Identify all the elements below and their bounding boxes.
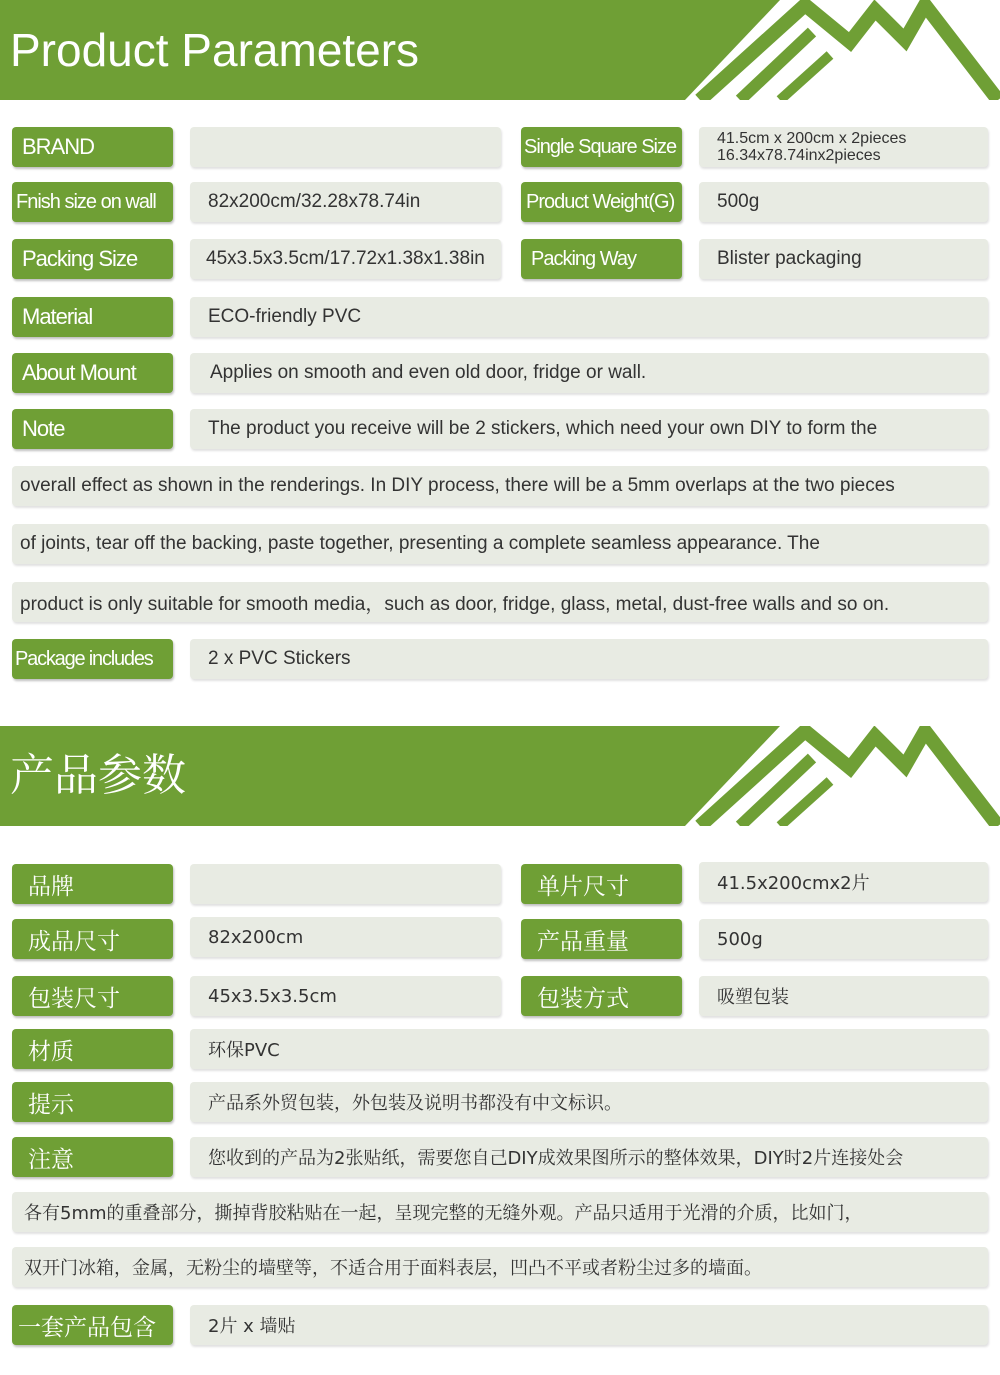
- packing-way-label-cn: 包装方式: [521, 976, 682, 1016]
- packing-way-label: Packing Way: [521, 239, 682, 279]
- package-value-cn: 2片 x 墙贴: [190, 1305, 988, 1345]
- single-size-label-cn: 单片尺寸: [521, 864, 682, 904]
- single-size-value-cm: 41.5cm x 200cm x 2pieces: [717, 130, 907, 147]
- finish-size-value-cn: 82x200cm: [190, 917, 501, 957]
- single-size-value-in: 16.34x78.74inx2pieces: [717, 147, 881, 164]
- packing-way-value: Blister packaging: [699, 239, 988, 279]
- finish-size-value: 82x200cm/32.28x78.74in: [190, 182, 501, 222]
- note-line-4: product is only suitable for smooth media，such as door, fridge, glass, metal, dust-free walls and so on.: [12, 582, 988, 622]
- header-banner-cn: [0, 726, 1000, 826]
- brand-value-cn: [190, 864, 501, 904]
- package-label-cn: 一套产品包含: [12, 1305, 173, 1345]
- single-size-value-cn: 41.5x200cmx2片: [699, 862, 988, 902]
- package-value: 2 x PVC Stickers: [190, 639, 988, 679]
- brand-label: BRAND: [12, 127, 173, 167]
- packing-size-label-cn: 包装尺寸: [12, 976, 173, 1016]
- mount-label: About Mount: [12, 353, 173, 393]
- weight-label: Product Weight(G): [521, 182, 682, 222]
- material-value-cn: 环保PVC: [190, 1029, 988, 1069]
- single-size-label: Single Square Size: [521, 127, 682, 167]
- note-line-3-cn: 双开门冰箱，金属，无粉尘的墙壁等，不适合用于面料表层，凹凸不平或者粉尘过多的墙面。: [12, 1247, 988, 1287]
- packing-way-value-cn: 吸塑包装: [699, 976, 988, 1016]
- note-line-1-cn: 您收到的产品为2张贴纸，需要您自己DIY成效果图所示的整体效果，DIY时2片连接处会: [190, 1137, 988, 1177]
- single-size-value: [699, 127, 988, 167]
- weight-label-cn: 产品重量: [521, 919, 682, 959]
- note-label-cn: 注意: [12, 1137, 173, 1177]
- note-label: Note: [12, 409, 173, 449]
- weight-value: 500g: [699, 182, 988, 222]
- header-banner-en: [0, 0, 1000, 100]
- note-line-3: of joints, tear off the backing, paste together, presenting a complete seamless appearance. The: [12, 524, 988, 564]
- material-value: ECO-friendly PVC: [190, 297, 988, 337]
- material-label-cn: 材质: [12, 1029, 173, 1069]
- note-line-2-cn: 各有5mm的重叠部分，撕掉背胶粘贴在一起，呈现完整的无缝外观。产品只适用于光滑的介质，比如门，: [12, 1192, 988, 1232]
- brand-label-cn: 品牌: [12, 864, 173, 904]
- note-line-1: The product you receive will be 2 stickers, which need your own DIY to form the: [190, 409, 988, 449]
- finish-size-label: Fnish size on wall: [12, 182, 173, 222]
- finish-size-label-cn: 成品尺寸: [12, 919, 173, 959]
- mount-value: Applies on smooth and even old door, fridge or wall.: [190, 353, 988, 393]
- note-line-2: overall effect as shown in the renderings. In DIY process, there will be a 5mm overlaps at the two pieces: [12, 466, 988, 506]
- packing-size-value: 45x3.5x3.5cm/17.72x1.38x1.38in: [190, 239, 501, 279]
- page-title: Product Parameters: [10, 24, 420, 76]
- brand-value: [190, 127, 501, 167]
- weight-value-cn: 500g: [699, 919, 988, 959]
- packing-size-value-cn: 45x3.5x3.5cm: [190, 976, 501, 1016]
- material-label: Material: [12, 297, 173, 337]
- packing-size-label: Packing Size: [12, 239, 173, 279]
- package-label: Package includes: [12, 639, 173, 679]
- page-title-cn: 产品参数: [10, 750, 186, 801]
- tip-value-cn: 产品系外贸包装，外包装及说明书都没有中文标识。: [190, 1082, 988, 1122]
- tip-label-cn: 提示: [12, 1082, 173, 1122]
